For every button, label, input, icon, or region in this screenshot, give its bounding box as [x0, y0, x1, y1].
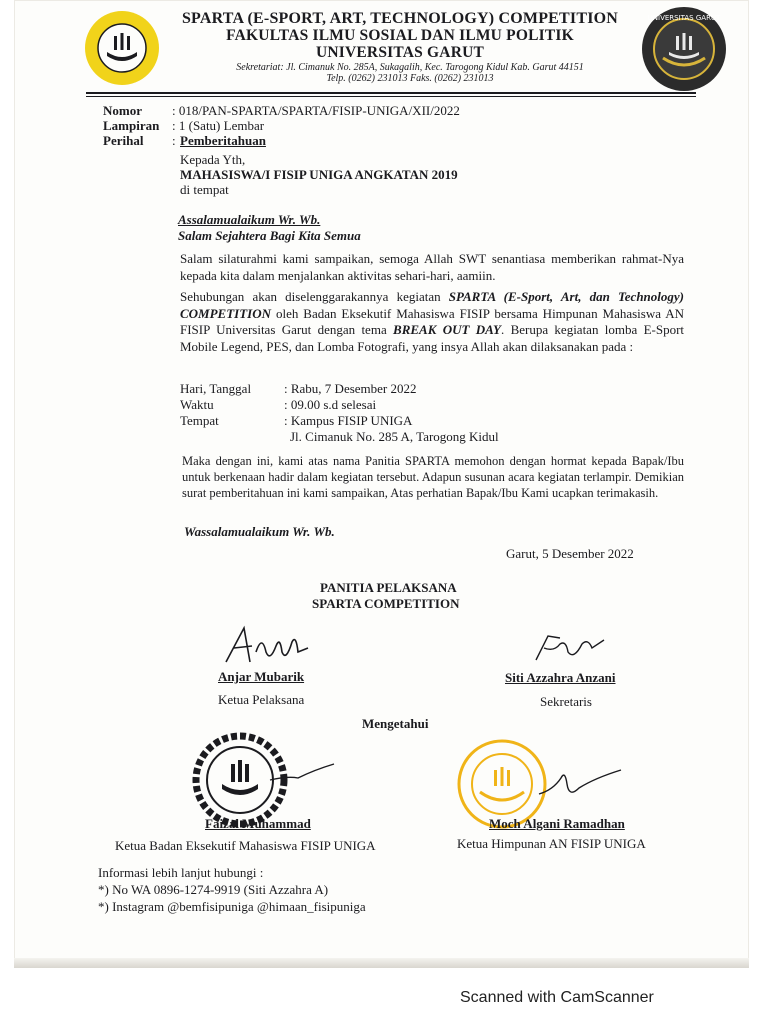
nomor-value: : 018/PAN-SPARTA/SPARTA/FISIP-UNIGA/XII/2022	[172, 103, 460, 118]
schedule-time-label: Waktu	[180, 397, 214, 412]
signatory-bottom-left-name: Faizal Muhammad	[205, 816, 311, 831]
letter-date: Garut, 5 Desember 2022	[506, 546, 634, 561]
recipient-name: MAHASISWA/I FISIP UNIGA ANGKATAN 2019	[180, 167, 458, 182]
acknowledge-label: Mengetahui	[362, 716, 429, 731]
header-address: Sekretariat: Jl. Cimanuk No. 285A, Sukagalih, Kec. Tarogong Kidul Kab. Garut 44151	[236, 62, 584, 73]
info-instagram: *) Instagram @bemfisipuniga @himaan_fisipuniga	[98, 899, 366, 914]
committee-subtitle: SPARTA COMPETITION	[312, 596, 460, 611]
header-line-3: UNIVERSITAS GARUT	[315, 44, 485, 61]
closing-greeting: Wassalamualaikum Wr. Wb.	[184, 524, 335, 539]
signatory-left-name: Anjar Mubarik	[218, 669, 305, 684]
signatory-bottom-right-name: Moch Algani Ramadhan	[489, 816, 625, 831]
schedule-place-address: Jl. Cimanuk No. 285 A, Tarogong Kidul	[290, 429, 499, 444]
signature-algani	[535, 764, 625, 804]
header-line-2: FAKULTAS ILMU SOSIAL DAN ILMU POLITIK	[226, 27, 574, 44]
perihal-label: Perihal	[103, 133, 144, 148]
schedule-time-value: : 09.00 s.d selesai	[284, 397, 377, 412]
paragraph-event: Sehubungan akan diselenggarakannya kegiatan SPARTA (E-Sport, Art, dan Technology) COMPETITION oleh Badan Eksekutif Mahasiswa FISIP bersama Himpunan Mahasiswa AN FISIP Universitas Garut dengan tema BREAK OUT DAY. Berupa kegiatan lomba E-Sport Mobile Legend, PES, dan Lomba Fotografi, yang insya Allah akan dilaksanakan pada :	[180, 289, 685, 354]
university-seal-icon	[641, 6, 727, 92]
perihal-colon: :	[172, 133, 176, 148]
signatory-left-role: Ketua Pelaksana	[218, 692, 305, 707]
signature-faizal	[268, 758, 338, 788]
header-divider-thick	[86, 92, 696, 94]
schedule-place-label: Tempat	[180, 413, 219, 428]
signature-siti	[530, 630, 610, 666]
header-phone: Telp. (0262) 231013 Faks. (0262) 231013	[326, 73, 494, 84]
signatory-right-name: Siti Azzahra Anzani	[505, 670, 616, 685]
info-heading: Informasi lebih lanjut hubungi :	[98, 865, 264, 880]
schedule-place-value: : Kampus FISIP UNIGA	[284, 413, 413, 428]
paragraph-request: Maka dengan ini, kami atas nama Panitia SPARTA memohon dengan hormat kepada Bapak/Ibu untuk berkenaan hadir dalam kegiatan tersebut. Adapun susunan acara kegiatan terlampir. Demikian surat pemberitahuan ini kami sampaikan, Atas perhatian Bapak/Ibu Kami ucapkan terimakasih.	[182, 454, 684, 500]
page-edge-shadow	[14, 958, 749, 968]
committee-title: PANITIA PELAKSANA	[320, 580, 457, 595]
signature-anjar	[222, 622, 312, 670]
schedule-day-value: : Rabu, 7 Desember 2022	[284, 381, 417, 396]
perihal-value: Pemberitahuan	[180, 133, 266, 148]
info-whatsapp: *) No WA 0896-1274-9919 (Siti Azzahra A)	[98, 882, 329, 897]
salutation-peace: Salam Sejahtera Bagi Kita Semua	[178, 228, 361, 243]
fisip-logo-icon	[84, 10, 160, 86]
nomor-label: Nomor	[103, 103, 142, 118]
header-line-1: SPARTA (E-SPORT, ART, TECHNOLOGY) COMPETITION	[181, 10, 619, 27]
paragraph-opening: Salam silaturahmi kami sampaikan, semoga Allah SWT senantiasa memberikan rahmat-Nya kepada kita dalam menjalankan aktivitas sehari-hari, aamiin.	[180, 251, 684, 283]
signatory-bottom-left-role: Ketua Badan Eksekutif Mahasiswa FISIP UNIGA	[115, 838, 376, 853]
scanner-watermark: Scanned with CamScanner	[460, 989, 654, 1006]
signatory-right-role: Sekretaris	[540, 694, 592, 709]
recipient-place: di tempat	[180, 182, 229, 197]
lampiran-label: Lampiran	[103, 118, 160, 133]
salutation-opening: Assalamualaikum Wr. Wb.	[178, 212, 321, 227]
schedule-day-label: Hari, Tanggal	[180, 381, 252, 396]
header-divider-thin	[86, 96, 696, 97]
signatory-bottom-right-role: Ketua Himpunan AN FISIP UNIGA	[457, 836, 646, 851]
lampiran-value: : 1 (Satu) Lembar	[172, 118, 265, 133]
seal-text: UNIVERSITAS GARUT	[647, 14, 721, 22]
recipient-greeting: Kepada Yth,	[180, 152, 246, 167]
